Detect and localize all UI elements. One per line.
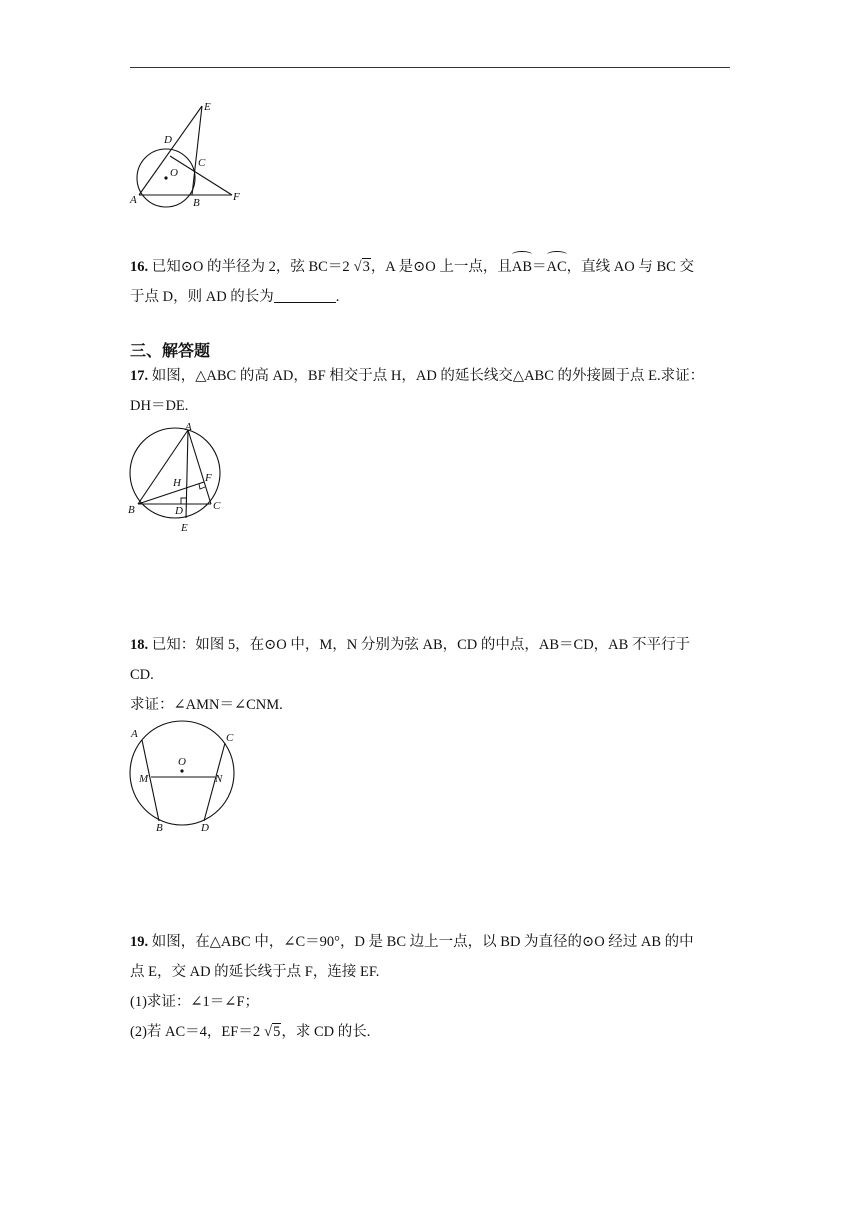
arc-ab: AB bbox=[512, 252, 532, 282]
question-number: 19. bbox=[130, 934, 149, 950]
sqrt: √5 bbox=[264, 1024, 281, 1040]
question-17: 17. 如图，△ABC 的高 AD，BF 相交于点 H，AD 的延长线交△ABC 的外接圆于点 E.求证： DH＝DE. bbox=[130, 368, 705, 414]
label-A: A bbox=[185, 421, 192, 433]
figure-17 bbox=[126, 418, 236, 538]
label-H: H bbox=[173, 477, 181, 489]
label-E: E bbox=[181, 522, 188, 534]
question-19: 19. 如图，在△ABC 中，∠C＝90°，D 是 BC 边上一点，以 BD 为直径的⊙O 经过 AB 的中 点 E，交 AD 的延长线于点 F，连接 EF. (1)求证：∠1＝∠F； (2)若 AC＝4，EF＝2 √5，求 CD 的长. bbox=[130, 927, 730, 1047]
question-16-line1: 16. 已知⊙O 的半径为 2，弦 BC＝2 √3，A 是⊙O 上一点，且AB＝AC，直线 AO 与 BC 交 bbox=[130, 252, 730, 282]
question-16 bbox=[130, 252, 730, 312]
label-C: C bbox=[198, 157, 206, 169]
figure-18 bbox=[126, 724, 241, 836]
label-D: D bbox=[175, 505, 183, 517]
label-D: D bbox=[201, 822, 209, 834]
label-C: C bbox=[213, 500, 221, 512]
label-M: M bbox=[139, 773, 149, 785]
header-rule bbox=[130, 67, 730, 68]
question-number: 16. bbox=[130, 259, 149, 275]
question-16-line2: 于点 D，则 AD 的长为 . bbox=[130, 289, 340, 305]
label-A: A bbox=[130, 194, 137, 206]
label-F: F bbox=[233, 191, 240, 203]
label-N: N bbox=[215, 773, 223, 785]
label-F: F bbox=[205, 472, 212, 484]
section-title: 三、解答题 bbox=[130, 343, 211, 360]
label-D: D bbox=[164, 134, 172, 146]
label-B: B bbox=[156, 822, 163, 834]
answer-blank bbox=[274, 288, 336, 303]
arc-ac: AC bbox=[547, 252, 567, 282]
question-18: 18. 已知：如图 5，在⊙O 中，M，N 分别为弦 AB，CD 的中点，AB＝CD，AB 不平行于 CD. 求证：∠AMN＝∠CNM. bbox=[130, 637, 690, 713]
question-number: 18. bbox=[130, 637, 149, 653]
question-number: 17. bbox=[130, 368, 149, 384]
label-O: O bbox=[178, 756, 186, 768]
label-B: B bbox=[193, 197, 200, 209]
sqrt: √3 bbox=[353, 259, 370, 275]
label-O: O bbox=[170, 167, 178, 179]
figure-circle-tangent bbox=[128, 98, 252, 210]
label-E: E bbox=[204, 101, 211, 113]
label-B: B bbox=[128, 504, 135, 516]
label-A: A bbox=[131, 728, 138, 740]
label-C: C bbox=[226, 732, 234, 744]
